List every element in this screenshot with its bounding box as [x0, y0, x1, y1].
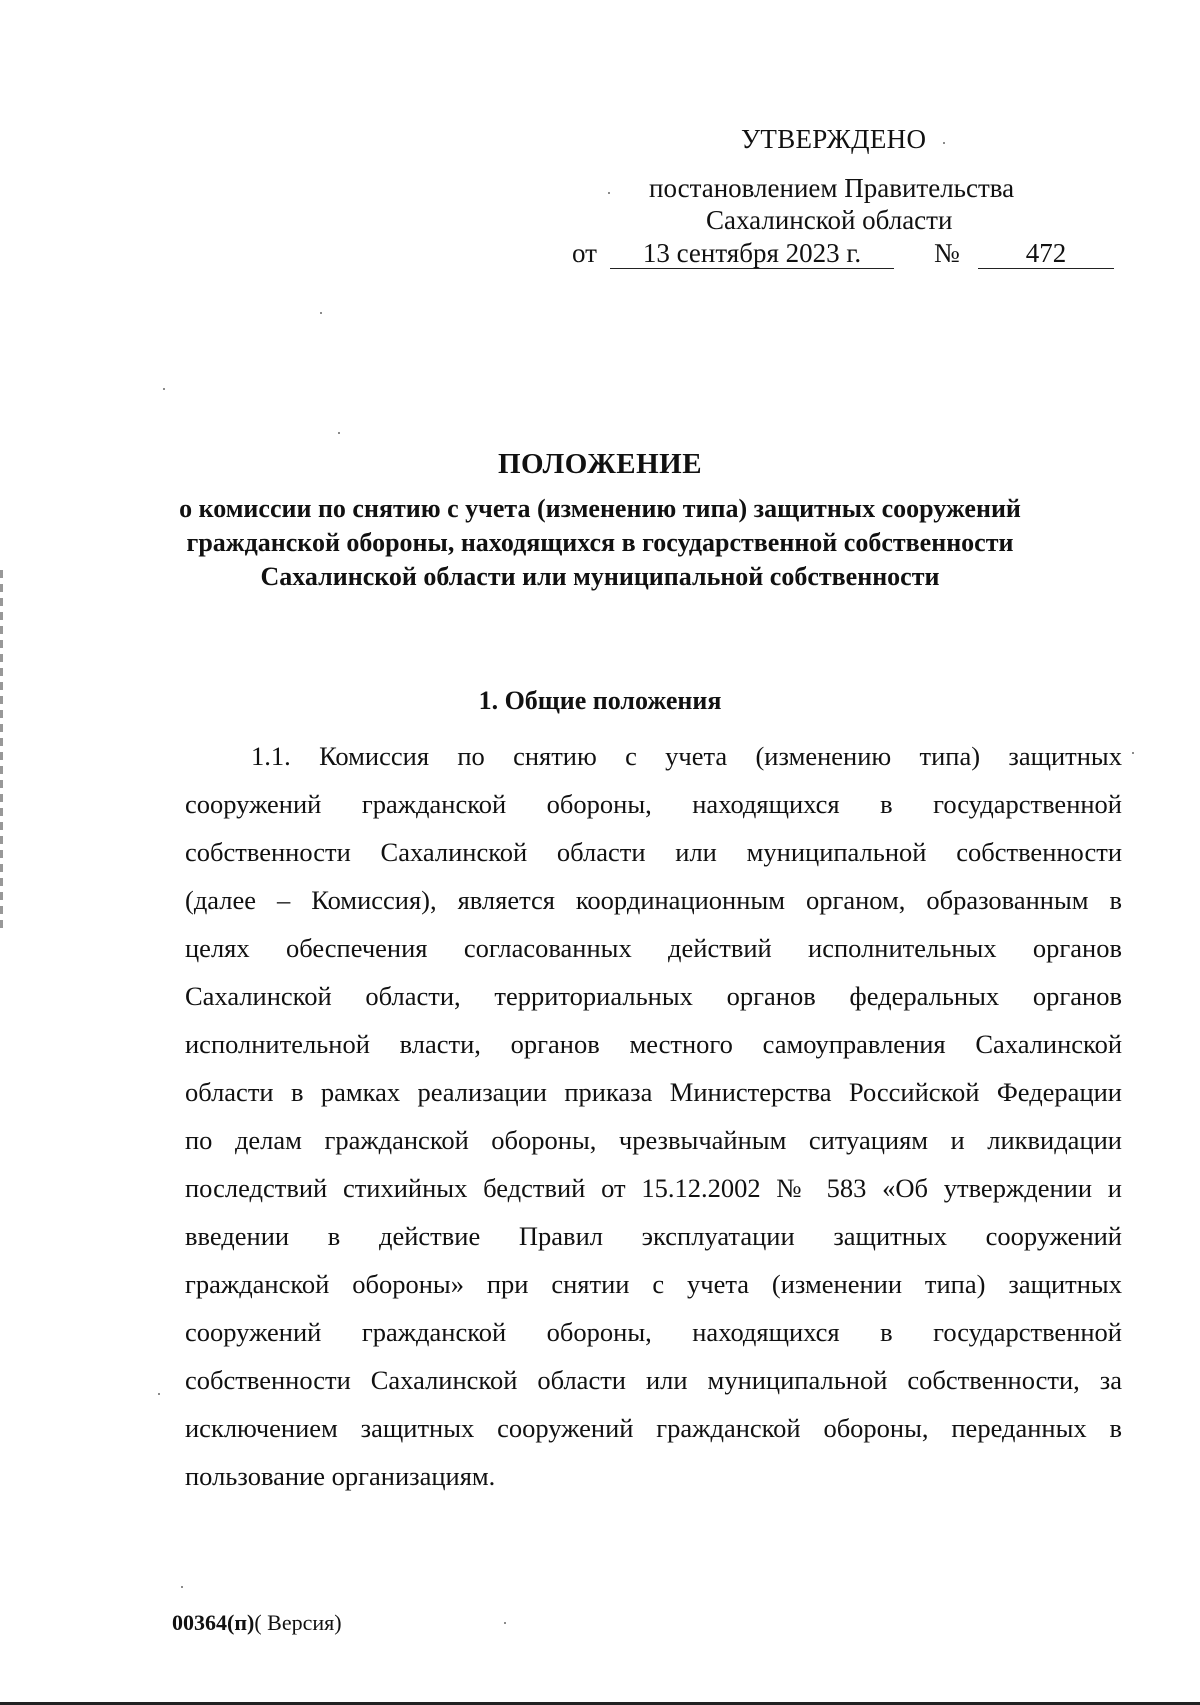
paragraph-line: пользование организациям. — [185, 1461, 496, 1491]
date-prefix: от — [572, 238, 597, 268]
paragraph-line: области в рамках реализации приказа Министерства Российской Федерации — [185, 1077, 1122, 1107]
document-subtitle-line: гражданской обороны, находящихся в государственной собственности — [186, 528, 1014, 557]
scan-speck — [608, 192, 610, 194]
footer-document-code — [172, 1610, 342, 1636]
approval-heading: УТВЕРЖДЕНО — [741, 124, 927, 154]
section-heading: 1. Общие положения — [478, 686, 722, 715]
paragraph-line: Сахалинской области, территориальных органов федеральных органов — [185, 981, 1122, 1011]
scan-speck — [163, 388, 165, 390]
document-title: ПОЛОЖЕНИЕ — [497, 448, 703, 480]
approval-line-1: постановлением Правительства — [649, 173, 1015, 203]
document-subtitle-line: Сахалинской области или муниципальной собственности — [260, 562, 940, 591]
scan-speck — [504, 1622, 506, 1624]
scan-speck — [181, 1586, 183, 1588]
paragraph-line: собственности Сахалинской области или муниципальной собственности — [185, 837, 1122, 867]
paragraph-line: целях обеспечения согласованных действий исполнительных органов — [185, 933, 1122, 963]
paragraph-line: введении в действие Правил эксплуатации защитных сооружений — [185, 1221, 1122, 1251]
scan-speck — [1132, 752, 1134, 754]
scan-speck — [320, 312, 322, 314]
paragraph-line: 1.1. Комиссия по снятию с учета (изменению типа) защитных — [251, 741, 1122, 771]
paragraph-line: последствий стихийных бедствий от 15.12.2002 № 583 «Об утверждении и — [185, 1173, 1122, 1203]
scan-edge-artifact — [0, 570, 3, 930]
scan-speck — [338, 432, 340, 434]
approval-number: 472 — [978, 240, 1114, 269]
paragraph-line: исполнительной власти, органов местного самоуправления Сахалинской — [185, 1029, 1122, 1059]
document-subtitle-line: о комиссии по снятию с учета (изменению типа) защитных сооружений — [179, 494, 1021, 523]
paragraph-line: сооружений гражданской обороны, находящихся в государственной — [185, 789, 1122, 819]
paragraph-line: собственности Сахалинской области или муниципальной собственности, за — [185, 1365, 1122, 1395]
paragraph-line: (далее – Комиссия), является координационным органом, образованным в — [185, 885, 1122, 915]
paragraph-line: по делам гражданской обороны, чрезвычайным ситуациям и ликвидации — [185, 1125, 1122, 1155]
number-sign: № — [934, 238, 960, 268]
footer-version: ( Версия) — [254, 1610, 342, 1635]
approval-date: 13 сентября 2023 г. — [610, 240, 894, 269]
paragraph-line: исключением защитных сооружений гражданской обороны, переданных в — [185, 1413, 1122, 1443]
approval-line-2: Сахалинской области — [706, 205, 953, 235]
scan-speck — [943, 142, 945, 144]
footer-code: 00364(п) — [172, 1610, 255, 1635]
paragraph-line: сооружений гражданской обороны, находящихся в государственной — [185, 1317, 1122, 1347]
section-paragraph — [185, 732, 1122, 1500]
scan-speck — [158, 1393, 160, 1395]
paragraph-line: гражданской обороны» при снятии с учета (изменении типа) защитных — [185, 1269, 1122, 1299]
approval-date-row — [572, 240, 1120, 274]
